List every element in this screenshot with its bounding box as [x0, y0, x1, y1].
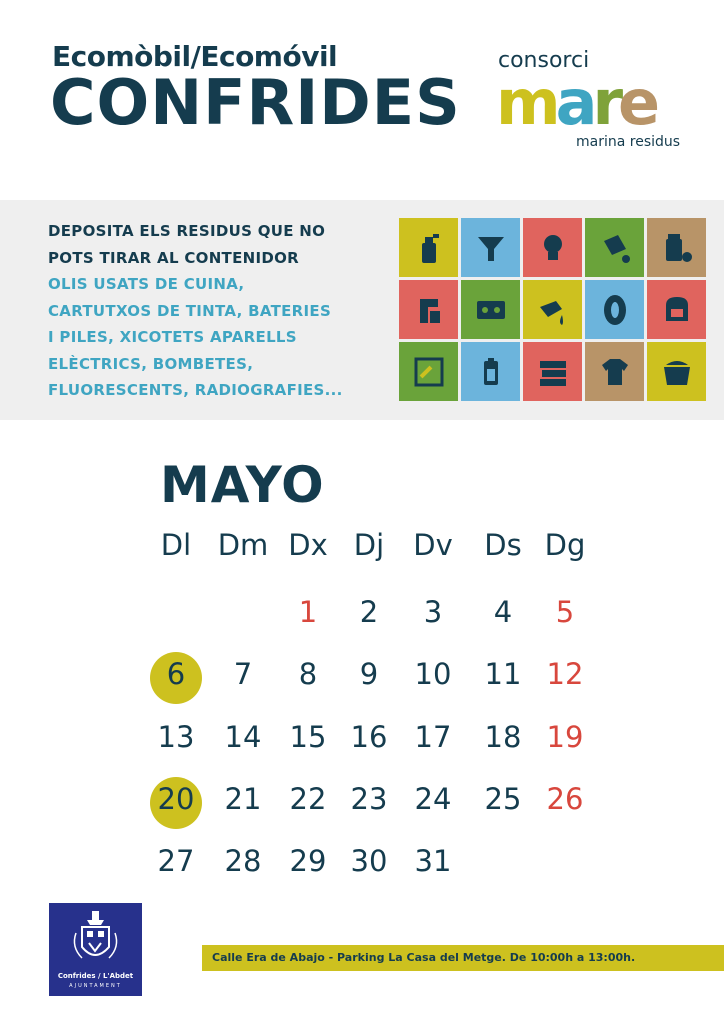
address-bar: [202, 945, 724, 971]
logo-letter: a: [555, 66, 593, 139]
calendar-day: 13: [157, 720, 195, 754]
calendar-day: 23: [350, 782, 388, 816]
books-icon: [536, 355, 570, 389]
x-ray-icon: [412, 355, 446, 389]
waste-tile: [585, 280, 644, 339]
info-text: [48, 218, 388, 404]
calendar-day: 28: [224, 844, 262, 878]
waste-tile: [585, 342, 644, 401]
calendar-day: 22: [289, 782, 327, 816]
info-line: I PILES, XICOTETS APARELLS: [48, 328, 297, 346]
waste-tile: [523, 218, 582, 277]
cassette-tape-icon: [474, 293, 508, 327]
calendar-day: 11: [484, 657, 522, 691]
logo-letter: e: [618, 66, 656, 139]
weekday-label: Dl: [160, 528, 192, 562]
calendar-day: 26: [546, 782, 584, 816]
waste-tile: [523, 280, 582, 339]
kitchen-mixer-icon: [412, 293, 446, 327]
ajuntament-logo: [49, 903, 142, 996]
waste-tile: [399, 280, 458, 339]
calendar-day: 27: [157, 844, 195, 878]
calendar-day: 7: [233, 657, 253, 691]
weekday-label: Dm: [217, 528, 269, 562]
calendar-day: 6: [166, 657, 186, 691]
calendar-day: 3: [423, 595, 443, 629]
oil-can-icon: [536, 293, 570, 327]
tire-icon: [598, 293, 632, 327]
calendar-day: 9: [359, 657, 379, 691]
waste-tile: [461, 280, 520, 339]
calendar-day: 20: [157, 782, 195, 816]
logo-tagline: marina residus: [576, 134, 681, 150]
calendar-day: 31: [414, 844, 452, 878]
t-shirt-icon: [598, 355, 632, 389]
calendar-day: 17: [414, 720, 452, 754]
food-container-icon: [660, 355, 694, 389]
calendar-day: 24: [414, 782, 452, 816]
waste-tile: [647, 280, 706, 339]
waste-tile: [647, 218, 706, 277]
weekday-label: Dx: [288, 528, 328, 562]
calendar-day: 18: [484, 720, 522, 754]
info-line: CARTUTXOS DE TINTA, BATERIES: [48, 301, 332, 320]
header-subtitle: Ecomòbil/Ecomóvil: [52, 40, 338, 73]
weekday-label: Dv: [413, 528, 453, 562]
waste-tile: [585, 218, 644, 277]
waste-tile: [461, 342, 520, 401]
calendar-day: 1: [298, 595, 318, 629]
logo-letter: r: [592, 66, 619, 139]
waste-tile: [461, 218, 520, 277]
battery-icon: [474, 355, 508, 389]
page-title: CONFRIDES: [50, 66, 461, 139]
coat-of-arms-icon: [49, 903, 142, 973]
calendar-day: 19: [546, 720, 584, 754]
calendar-day: 10: [414, 657, 452, 691]
info-line: OLIS USATS DE CUINA,: [48, 275, 245, 293]
weekday-label: Dj: [353, 528, 385, 562]
calendar-day: 25: [484, 782, 522, 816]
waste-icon-grid: [399, 218, 707, 402]
weekday-label: Dg: [544, 528, 586, 562]
logo-letter: m: [496, 66, 556, 139]
calendar-day: 15: [289, 720, 327, 754]
calendar-day: 29: [289, 844, 327, 878]
month-title: MAYO: [160, 456, 325, 514]
consorci-mare-logo: [496, 44, 696, 154]
calendar-day: 30: [350, 844, 388, 878]
calendar-day: 2: [359, 595, 379, 629]
armchair-icon: [660, 293, 694, 327]
info-line: DEPOSITA ELS RESIDUS QUE NO: [48, 222, 326, 240]
light-bulb-icon: [536, 231, 570, 265]
oil-filter-icon: [474, 231, 508, 265]
calendar-day: 4: [493, 595, 513, 629]
calendar-day: 21: [224, 782, 262, 816]
waste-tile: [523, 342, 582, 401]
info-line: FLUORESCENTS, RADIOGRAFIES...: [48, 381, 343, 399]
waste-tile: [399, 342, 458, 401]
logo-consorci-text: consorci: [498, 48, 590, 73]
logo-mare-text: [496, 66, 656, 139]
calendar-day: 14: [224, 720, 262, 754]
spray-can-icon: [412, 231, 446, 265]
calendar-day: 12: [546, 657, 584, 691]
ajuntament-name: Confrides / L'Abdet: [57, 972, 134, 980]
waste-tile: [399, 218, 458, 277]
weekday-label: Ds: [484, 528, 522, 562]
calendar-day: 5: [555, 595, 575, 629]
address-text: Calle Era de Abajo - Parking La Casa del Metge. De 10:00h a 13:00h.: [212, 951, 636, 964]
paint-bucket-icon: [598, 231, 632, 265]
medicine-bottle-icon: [660, 231, 694, 265]
info-line: ELÈCTRICS, BOMBETES,: [48, 354, 254, 373]
calendar-day: 8: [298, 657, 318, 691]
calendar-day: 16: [350, 720, 388, 754]
ajuntament-label: AJUNTAMENT: [69, 983, 122, 989]
info-line: POTS TIRAR AL CONTENIDOR: [48, 248, 300, 267]
waste-tile: [647, 342, 706, 401]
